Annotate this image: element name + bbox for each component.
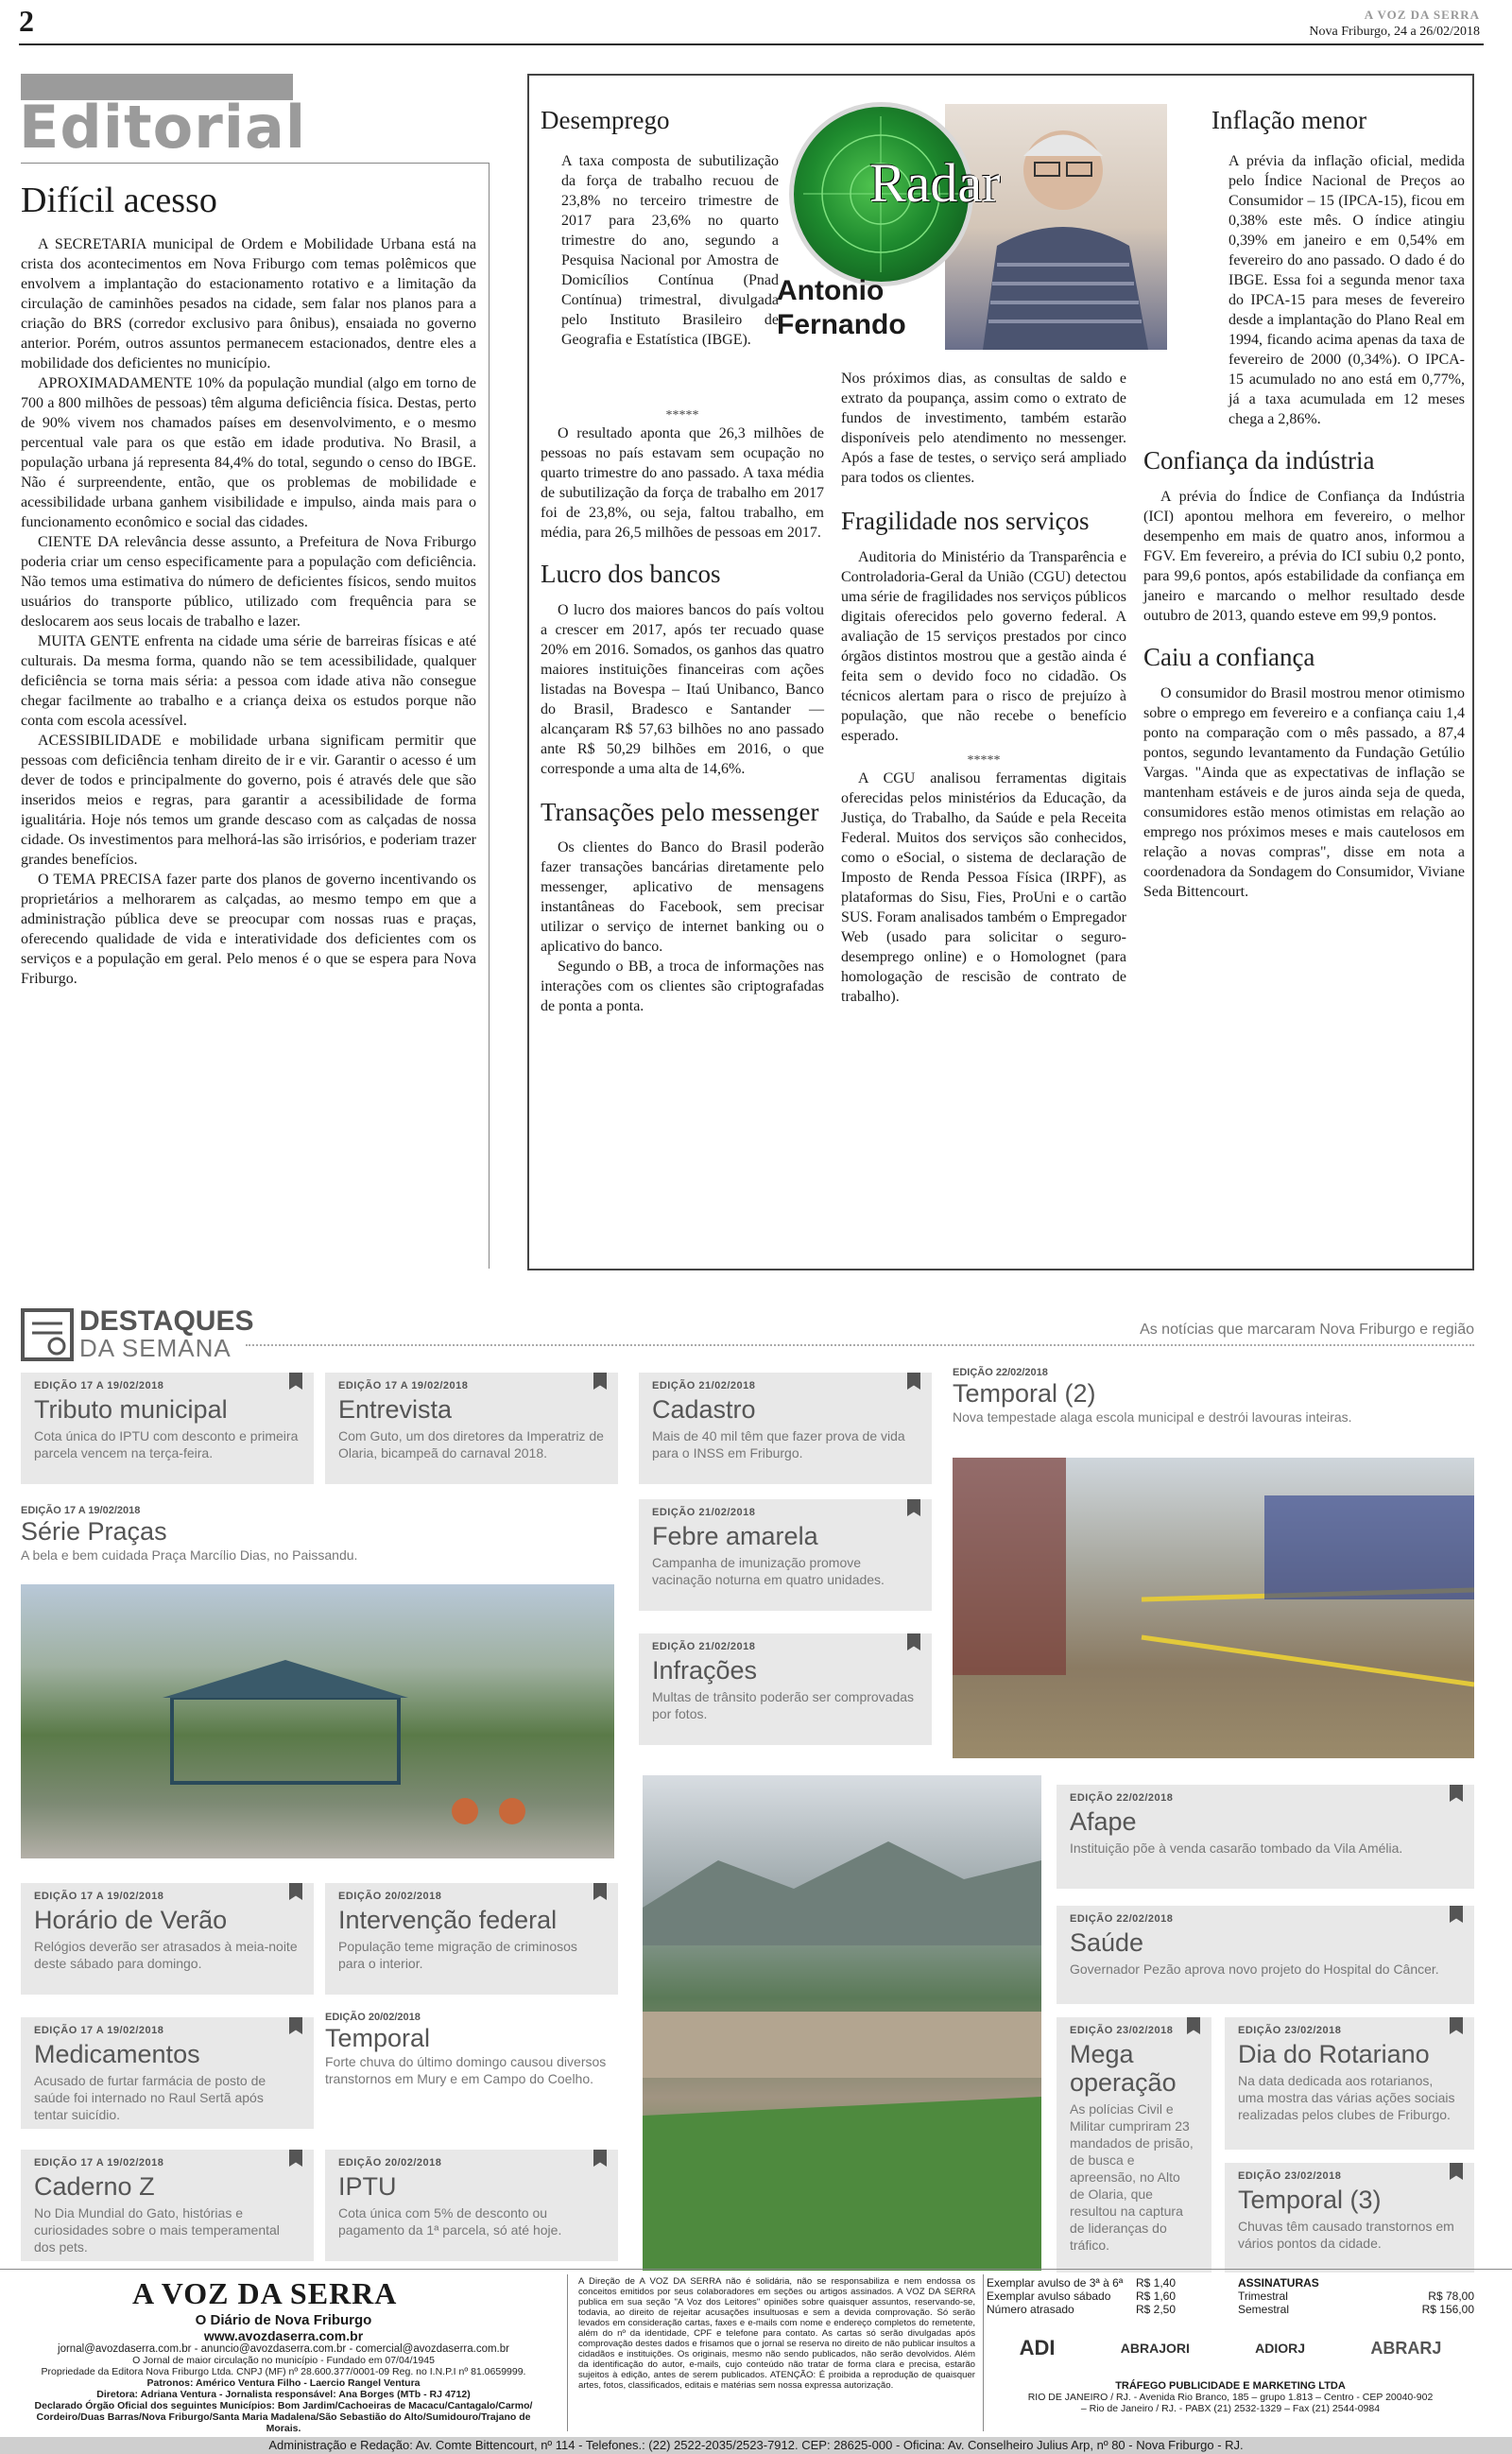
card-edition: EDIÇÃO 17 A 19/02/2018 (338, 1380, 469, 1391)
footer-line: Diretora: Adriana Ventura - Jornalista responsável: Ana Borges (MTb - RJ 4712) (96, 2389, 471, 2400)
card-title: Afape (1070, 1807, 1137, 1836)
card-desc: Instituição põe à venda casarão tombado da Vila Amélia. (1070, 1840, 1403, 1856)
card-desc: As polícias Civil e Militar cumpriram 23 mandados de prisão, de busca e apreensão, no Alto de Olaria, que resultou na captura de lideranças do tráfico. (1070, 2101, 1194, 2253)
editorial-paragraph: ACESSIBILIDADE e mobilidade urbana significam permitir que pessoas com deficiência tenham direito de ir e vir. Garantir o acesso é um dever de todos e principalmente do governo, pois é através dele que são inseridos meios e regras, para garantir a acessibilidade de forma igualitária. Hoje nós temos um grande descaso com as calçadas de nossa cidade. Os investimentos para melhorá-las são irrisórios, e poderiam trazer grandes benefícios. (21, 733, 476, 868)
footer-masthead (19, 2312, 548, 2434)
trafego-title: TRÁFEGO PUBLICIDADE E MARKETING LTDA (1115, 2380, 1346, 2392)
editorial-headline: Difícil acesso (21, 181, 217, 220)
card-title: Cadastro (652, 1395, 756, 1424)
adi-logo-icon: ADI (1019, 2336, 1056, 2359)
separator: ***** (967, 753, 1001, 768)
article-paragraph: Auditoria do Ministério da Transparência e Controladoria-Geral da União (CGU) detectou uma série de fragilidades nos serviços públicos digitais oferecidos pelo governo federal. A avaliação de 15 serviços prestados por cinco órgãos distintos mostrou que a gestão ainda é feita sem o devido foco no cidadão. Os técnicos alertam para o risco de prejuízo à população, que não recebe o benefício esperado. (841, 549, 1126, 744)
price-label: Trimestral (1238, 2290, 1288, 2303)
card-edition: EDIÇÃO 17 A 19/02/2018 (34, 1380, 164, 1391)
footer-line: Patronos: Américo Ventura Filho - Laercio Rangel Ventura (146, 2377, 421, 2389)
card-edition: EDIÇÃO 20/02/2018 (338, 1891, 442, 1902)
header-publication: A VOZ DA SERRA (1364, 8, 1480, 22)
footer-divider (567, 2274, 568, 2431)
card-edition: EDIÇÃO 23/02/2018 (1070, 2025, 1174, 2036)
price-label: Semestral (1238, 2303, 1290, 2316)
footer-emails[interactable]: jornal@avozdaserra.com.br - anuncio@avozdaserra.com.br - comercial@avozdaserra.com.br (58, 2343, 509, 2355)
section-title: Desemprego (541, 106, 670, 134)
price-value: R$ 1,40 (1135, 2276, 1176, 2290)
card-title: Mega operação (1070, 2040, 1177, 2097)
card-title: IPTU (338, 2172, 397, 2201)
card-edition: EDIÇÃO 22/02/2018 (953, 1367, 1048, 1378)
card-desc: Acusado de furtar farmácia de posto de saúde foi internado no Raul Sertã após tentar suicídio. (34, 2073, 266, 2122)
card-title: Febre amarela (652, 1522, 818, 1550)
price-label: Número atrasado (987, 2303, 1074, 2316)
card-edition: EDIÇÃO 22/02/2018 (1070, 1913, 1174, 1925)
abrarj-logo-icon: ABRARJ (1370, 2338, 1442, 2358)
card-desc: Mais de 40 mil têm que fazer prova de vida para o INSS em Friburgo. (652, 1428, 905, 1460)
association-logos (987, 2327, 1474, 2369)
price-value: R$ 2,50 (1135, 2303, 1176, 2316)
section-title: Fragilidade nos serviços (841, 507, 1090, 535)
trafego-info (987, 2380, 1474, 2414)
card-desc: Cota única do IPTU com desconto e primeira parcela vencem na terça-feira. (34, 1428, 299, 1460)
card-desc: No Dia Mundial do Gato, histórias e curiosidades sobre o mais temperamental dos pets. (34, 2205, 280, 2255)
card-title: Infrações (652, 1656, 758, 1685)
card-desc: Governador Pezão aprova novo projeto do Hospital do Câncer. (1070, 1961, 1439, 1977)
author-photo (945, 104, 1167, 350)
card-edition: EDIÇÃO 21/02/2018 (652, 1641, 756, 1652)
highlight-card[interactable] (325, 2150, 618, 2261)
card-desc: Chuvas têm causado transtornos em vários pontos da cidade. (1238, 2219, 1454, 2251)
header-rule (19, 43, 1484, 45)
price-label: Exemplar avulso sábado (987, 2290, 1111, 2303)
article-paragraph: O resultado aponta que 26,3 milhões de pessoas no país estavam sem ocupação no quarto trimestre do ano passado. A taxa média de subutilização da força de trabalho em 2017 foi de 23,8%, ou seja, faltou trabalho, em média, para 26,5 milhões de pessoas em 2017. (541, 425, 824, 541)
destaques-subtitle: As notícias que marcaram Nova Friburgo e região (1140, 1322, 1474, 1338)
card-edition: EDIÇÃO 20/02/2018 (325, 2012, 421, 2023)
subscriptions (1238, 2276, 1474, 2316)
price-value: R$ 156,00 (1421, 2303, 1474, 2316)
trafego-line: – Rio de Janeiro / RJ. - PABX (21) 2532-1329 – Fax (21) 2544-0984 (1080, 2403, 1381, 2414)
destaques-title (79, 1305, 254, 1362)
article-paragraph: Os clientes do Banco do Brasil poderão fazer transações bancárias diretamente pelo messenger, aplicativo de mensagens instantâneas do Facebook, sem precisar utilizar o serviço de internet banking ou o aplicativo do banco. (541, 839, 824, 955)
card-title: Série Praças (21, 1517, 167, 1546)
card-title: Entrevista (338, 1395, 453, 1424)
footer-line: Cordeiro/Duas Barras/Nova Friburgo/Santa Maria Madalena/São Sebastião do Alto/Sumidouro/Trajano de Morais. (36, 2411, 531, 2434)
card-desc: Com Guto, um dos diretores da Imperatriz de Olaria, bicampeã do carnaval 2018. (338, 1428, 604, 1460)
article-paragraph: Segundo o BB, a troca de informações nas interações com os clientes são criptografadas de ponta a ponta. (541, 959, 824, 1014)
highlight-card[interactable] (325, 1883, 618, 1995)
highlight-card[interactable] (639, 1373, 932, 1484)
highlight-card[interactable] (21, 2150, 314, 2261)
card-desc: População teme migração de criminosos para o interior. (338, 1939, 577, 1971)
card-desc: Relógios deverão ser atrasados à meia-noite deste sábado para domingo. (34, 1939, 298, 1971)
highlight-card[interactable] (953, 1367, 1474, 1426)
card-edition: EDIÇÃO 17 A 19/02/2018 (34, 2157, 164, 2169)
section-title: Transações pelo messenger (541, 798, 819, 826)
card-title: Caderno Z (34, 2172, 155, 2201)
price-row (987, 2276, 1176, 2290)
price-row (987, 2303, 1176, 2316)
radar-col-3-head (1211, 106, 1467, 135)
separator: ***** (665, 408, 699, 423)
highlight-card[interactable] (21, 1505, 607, 1564)
price-value: R$ 1,60 (1135, 2290, 1176, 2303)
editorial-paragraph: O TEMA PRECISA fazer parte dos planos de governo incentivando os proprietários a melhorarem as calçadas, ao mesmo tempo em que a administração pública deve se preocupar com nossas ruas e praças, oferecendo qualidade de vida e interatividade dos deficientes com os serviços e a população em geral. Pelo menos é o que se espera para Nova Friburgo. (21, 872, 476, 987)
footer-line: Declarado Órgão Oficial dos seguintes Municípios: Bom Jardim/Cachoeiras de Macacu/Cantagalo/Carmo/ (34, 2400, 533, 2411)
card-edition: EDIÇÃO 21/02/2018 (652, 1380, 756, 1391)
card-edition: EDIÇÃO 20/02/2018 (338, 2157, 442, 2169)
radar-col-2 (841, 369, 1126, 1007)
price-value: R$ 78,00 (1428, 2290, 1474, 2303)
highlight-card[interactable] (1057, 1906, 1474, 2004)
price-row (1238, 2290, 1474, 2303)
highlight-card[interactable] (21, 1883, 314, 1995)
card-title: Intervenção federal (338, 1906, 558, 1934)
card-desc: Forte chuva do último domingo causou diversos transtornos em Mury e em Campo do Coelho. (325, 2054, 607, 2086)
footer-site[interactable]: www.avozdaserra.com.br (203, 2328, 364, 2343)
editorial-body (21, 234, 476, 989)
card-desc: Na data dedicada aos rotarianos, uma mostra das várias ações sociais realizadas pelos clubes de Friburgo. (1238, 2073, 1455, 2122)
highlight-card[interactable] (639, 1499, 932, 1611)
radar-col-1-top (561, 151, 779, 350)
card-title: Medicamentos (34, 2040, 200, 2068)
footer-line: O Jornal de maior circulação no município - Fundado em 07/04/1945 (132, 2355, 435, 2366)
highlight-card[interactable] (325, 1373, 618, 1484)
page-number: 2 (19, 4, 34, 38)
card-title: Tributo municipal (34, 1395, 228, 1424)
card-edition: EDIÇÃO 17 A 19/02/2018 (34, 2025, 164, 2036)
flooded-field-photo (643, 1775, 1041, 2271)
footer-rule (0, 2269, 1512, 2270)
section-title: Caiu a confiança (1143, 643, 1315, 671)
article-paragraph: O consumidor do Brasil mostrou menor otimismo sobre o emprego em fevereiro e a confiança caiu 1,4 ponto na comparação com o mês passado, a 87,4 pontos, segundo levantamento da Fundação Getúlio Vargas. "Ainda que as expectativas de inflação se mantenham estáveis e de juros ainda seja de queda, consumidores estão menos otimistas em relação ao emprego nos próximos meses e mais cautelosos em relação a novas compras", disse em nota a coordenadora da Sondagem do Consumidor, Viviane Seda Bittencourt. (1143, 685, 1465, 900)
highlight-card[interactable] (21, 1373, 314, 1484)
highlight-card[interactable] (1225, 2163, 1474, 2273)
section-title: Inflação menor (1211, 106, 1367, 134)
card-desc: A bela e bem cuidada Praça Marcílio Dias, no Paissandu. (21, 1547, 358, 1563)
highlight-card[interactable] (1057, 1785, 1474, 1889)
radar-col-3 (1143, 151, 1465, 902)
card-title: Temporal (2) (953, 1379, 1096, 1408)
adiorj-logo-icon: ADIORJ (1255, 2341, 1306, 2356)
card-edition: EDIÇÃO 21/02/2018 (652, 1507, 756, 1518)
header-date: Nova Friburgo, 24 a 26/02/2018 (1309, 25, 1480, 39)
footer-disclaimer: A Direção de A VOZ DA SERRA não é solidária, não se responsabiliza e nem endossa os conceitos emitidos por seus colaboradores em seções ou artigos assinados. A VOZ DA SERRA publica em sua seção "A Voz dos Leitores" opiniões sobre quaisquer assuntos, reservando-se, todavia, ao direito de rejeitar acusações insultuosas e sem a devida comprovação. Só serão levados em consideração cartas, faxes e e-mails com nome e endereço completos do remetente, além do nº da identidade, CPF e telefone para contato. As cartas só serão divulgadas após comprovação destes dados e frisamos que o jornal se reserva no direito de não publicar insultos a cidadãos e instituições. Os originais, mesmo não sendo publicados, não serão devolvidos. Além da identificação do autor, e-mails, cujo conteúdo não tratar de forma clara e precisa, estarão sujeitos à edição, antes de serem publicados. ATENÇÃO: É proibida a reprodução de quaisquer artes, fotos, classificados, editais e matérias sem nossa expressa autorização. (578, 2276, 975, 2391)
card-title: Horário de Verão (34, 1906, 228, 1934)
highlight-card[interactable] (1057, 2017, 1211, 2273)
footer-logo: A VOZ DA SERRA (132, 2276, 398, 2310)
price-label: Exemplar avulso de 3ª à 6ª (987, 2276, 1124, 2290)
footer-line: Propriedade da Editora Nova Friburgo Ltda. CNPJ (MF) nº 28.600.377/0001-09 Reg. no I.N.P.I nº 81.0659999. (41, 2366, 526, 2377)
section-title: Lucro dos bancos (541, 560, 721, 588)
price-list (987, 2276, 1176, 2316)
editorial-section-title: Editorial (19, 93, 307, 162)
destaques-title-bold: DESTAQUES (79, 1305, 254, 1337)
footer-divider (983, 2274, 984, 2431)
card-desc: Cota única com 5% de desconto ou pagamento da 1ª parcela, só até hoje. (338, 2205, 562, 2238)
editorial-vertical-rule (489, 163, 490, 1269)
radar-col-1-rest (541, 408, 824, 1016)
card-desc: Nova tempestade alaga escola municipal e destrói lavouras inteiras. (953, 1409, 1352, 1425)
highlight-card[interactable] (639, 1633, 932, 1745)
highlight-card[interactable] (325, 2012, 618, 2087)
trafego-line: RIO DE JANEIRO / RJ. - Avenida Rio Branco, 185 – grupo 1.813 – Centro - CEP 20040-902 (1027, 2392, 1434, 2403)
article-paragraph: O lucro dos maiores bancos do país voltou a crescer em 2017, após ter recuado quase 20% em 2016. Somados, os ganhos das quatro maiores instituições financeiras com ações listadas na Bovespa – Itaú Unibanco, Banco do Brasil, Bradesco e Santander — alcançaram R$ 57,63 bilhões no ano passado ante R$ 50,29 bilhões em 2016, o que corresponde a uma alta de 14,6%. (541, 602, 824, 777)
highlight-card[interactable] (21, 2017, 314, 2129)
destaques-title-light: DA SEMANA (79, 1334, 232, 1362)
footer-address-bar: Administração e Redação: Av. Comte Bittencourt, nº 114 - Telefones.: (22) 2522-2035/2523-7912. CEP: 28625-000 - Oficina: Av. Conselheiro Julius Arp, nº 80 - Nova Friburgo - RJ. (0, 2437, 1512, 2454)
column-author: Antonio Fernando (777, 275, 906, 340)
editorial-paragraph: APROXIMADAMENTE 10% da população mundial (algo em torno de 700 a 800 milhões de pessoas) têm alguma deficiência física. Destas, perto de 90% vivem nos chamados países em desenvolvimento, e o mesmo percentual vale para os que estão em idade produtiva. No Brasil, a população urbana já representa 84,4% do total, segundo o censo do IBGE. Não é surpreendente, então, que os problemas de mobilidade e acessibilidade urbana ganhem visibilidade e impulso, ainda mais para o funcionamento econômico e social das cidades. (21, 375, 476, 530)
article-paragraph: A taxa composta de subutilização da força de trabalho recuou de 23,8% no terceiro trimestre de 2017 para 23,6% no quarto trimestre do ano, segundo a Pesquisa Nacional por Amostra de Domicílios Contínua (Pnad Contínua) trimestral, divulgada pelo Instituto Brasileiro de Geografia e Estatística (IBGE). (561, 153, 779, 348)
article-paragraph: Nos próximos dias, as consultas de saldo e extrato da poupança, assim como o extrato de fundos de investimento, também estarão disponíveis pelo atendimento no messenger. Após a fase de testes, o serviço será ampliado para todos os clientes. (841, 371, 1126, 486)
card-edition: EDIÇÃO 17 A 19/02/2018 (34, 1891, 164, 1902)
highlight-card[interactable] (1225, 2017, 1474, 2150)
abrajori-logo-icon: ABRAJORI (1120, 2341, 1190, 2356)
footer-logo-sub: O Diário de Nova Friburgo (195, 2312, 372, 2328)
card-edition: EDIÇÃO 23/02/2018 (1238, 2170, 1342, 2182)
card-title: Saúde (1070, 1928, 1144, 1957)
editorial-paragraph: A SECRETARIA municipal de Ordem e Mobilidade Urbana está na crista dos acontecimentos em Nova Friburgo com temas polêmicos que envolvem a implantação do estacionamento rotativo e a limitação da circulação de caminhões pesados na cidade, sem falar nos planos para a criação do BRS (corredor exclusivo para ônibus), ensaiada no governo anterior. Porém, outros assuntos permanecem estacionados, dentre eles a mobilidade dos deficientes no município. (21, 236, 476, 372)
editorial-paragraph: CIENTE DA relevância desse assunto, a Prefeitura de Nova Friburgo poderia criar um censo especificamente para a população com deficiência. Não temos uma estimativa do número de deficientes físicos, sendo muitos usuários do transporte público, utilizado com frequência para se deslocarem aos seus locais de trabalho e lazer. (21, 534, 476, 630)
destaques-rule (246, 1344, 1474, 1346)
article-paragraph: A CGU analisou ferramentas digitais oferecidas pelos ministérios da Educação, da Justiça, do Trabalho, da Saúde e pela Receita Federal. Muitos dos serviços são conhecidos, como o eSocial, o sistema de declaração de Imposto de Renda Pessoa Física (IRPF), as plataformas do Sisu, Fies, ProUni e o cartão SUS. Foram analisados também o Empregador Web (usado para solicitar o seguro-desemprego online) e o Homolognet (para homologação de rescisão de contrato de trabalho). (841, 770, 1126, 1005)
card-title: Temporal (3) (1238, 2186, 1382, 2214)
editorial-paragraph: MUITA GENTE enfrenta na cidade uma série de barreiras físicas e até culturais. Da mesma forma, quando não se tem acessibilidade, qualquer deficiência se torna mais séria: a pessoa com idade ativa não consegue chegar facilmente ao trabalho e a criança deixa os estudos porque não conta com escola acessível. (21, 633, 476, 729)
author-photo-icon (945, 104, 1167, 350)
card-title: Dia do Rotariano (1238, 2040, 1430, 2068)
newspaper-icon (21, 1308, 74, 1361)
article-paragraph: A prévia da inflação oficial, medida pelo Índice Nacional de Preços ao Consumidor – 15 (IPCA-15), ficou em 0,38% este mês. O índice atingiu 0,39% em janeiro e em 0,54% em fevereiro do ano passado. O dado é do IBGE. Essa foi a segunda menor taxa do IPCA-15 para meses de fevereiro desde a implantação do Plano Real em 1994, ficando acima apenas da taxa de fevereiro de 2000 (0,34%). O IPCA-15 acumulado no ano está em 0,77%, já a taxa acumulada em 12 meses chega a 2,86%. (1228, 153, 1465, 427)
radar-col-1 (541, 106, 824, 135)
card-edition: EDIÇÃO 23/02/2018 (1238, 2025, 1342, 2036)
square-photo (21, 1584, 614, 1858)
section-title: Confiança da indústria (1143, 446, 1375, 475)
card-edition: EDIÇÃO 22/02/2018 (1070, 1792, 1174, 1804)
card-desc: Campanha de imunização promove vacinação noturna em quatro unidades. (652, 1555, 885, 1587)
radar-logo-text: Radar (869, 152, 1001, 214)
editorial-rule (21, 163, 489, 164)
flooded-school-photo (953, 1458, 1474, 1758)
article-paragraph: A prévia do Índice de Confiança da Indústria (ICI) apontou melhora em fevereiro, o melhor desempenho em mais de quatro anos, informou a FGV. Em fevereiro, a prévia do ICI subiu 0,2 ponto, para 99,6 pontos, após estabilidade da confiança em janeiro e marcando o melhor resultado desde outubro de 2013, quando esteve em 99,9 pontos. (1143, 489, 1465, 624)
subscriptions-title: ASSINATURAS (1238, 2276, 1319, 2290)
price-row (987, 2290, 1176, 2303)
card-desc: Multas de trânsito poderão ser comprovadas por fotos. (652, 1689, 915, 1721)
card-title: Temporal (325, 2024, 431, 2052)
card-edition: EDIÇÃO 17 A 19/02/2018 (21, 1505, 141, 1516)
price-row (1238, 2303, 1474, 2316)
